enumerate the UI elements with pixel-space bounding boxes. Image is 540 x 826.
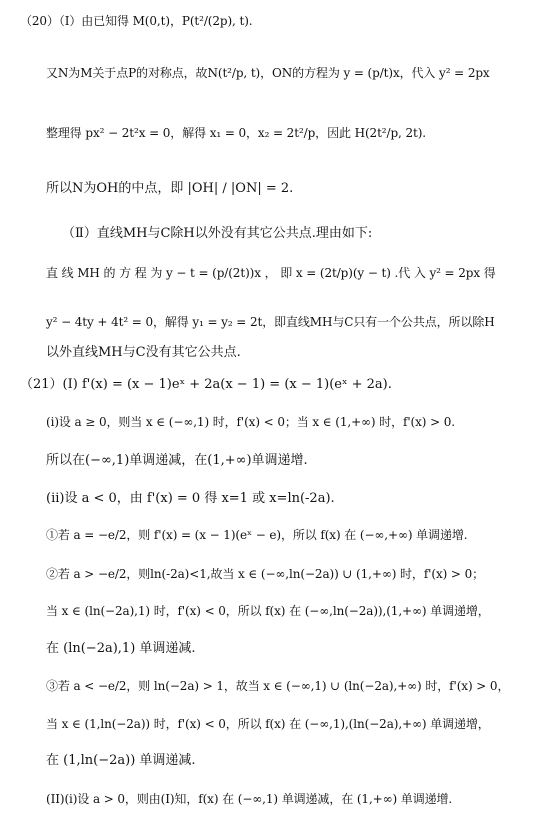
text-line: （21）(I) f'(x) = (x − 1)eˣ + 2a(x − 1) = (x − 1)(eˣ + 2a). <box>20 377 392 392</box>
text-line: 在 (ln(−2a),1) 单调递减. <box>46 641 196 656</box>
text-line: 整理得 px² − 2t²x = 0，解得 x₁ = 0，x₂ = 2t²/p，因此 H(2t²/p, 2t). <box>46 126 427 140</box>
text-line: (II)(i)设 a > 0，则由(I)知，f(x) 在 (−∞,1) 单调递减，在 (1,+∞) 单调递增. <box>46 792 453 806</box>
text-line: （20）（Ⅰ）由已知得 M(0,t)，P(t²/(2p), t). <box>20 14 253 28</box>
text-line: 当 x ∈ (1,ln(−2a)) 时，f'(x) < 0，所以 f(x) 在 (−∞,1),(ln(−2a),+∞) 单调递增， <box>46 717 490 731</box>
text-line: 所以N为OH的中点，即 |OH| / |ON| = 2. <box>46 181 294 196</box>
text-line: ③若 a < −e/2，则 ln(−2a) > 1，故当 x ∈ (−∞,1) ∪ (ln(−2a),+∞) 时，f'(x) > 0， <box>46 679 510 693</box>
text-line: (ii)设 a < 0，由 f'(x) = 0 得 x=1 或 x=ln(-2a). <box>46 491 335 506</box>
text-line: 直 线 MH 的 方 程 为 y − t = (p/(2t))x ， 即 x = (2t/p)(y − t) .代 入 y² = 2px 得 <box>46 266 496 280</box>
text-line: (i)设 a ≥ 0，则当 x ∈ (−∞,1) 时，f'(x) < 0；当 x ∈ (1,+∞) 时，f'(x) > 0. <box>46 415 456 429</box>
text-line: ①若 a = −e/2，则 f'(x) = (x − 1)(eˣ − e)，所以 f(x) 在 (−∞,+∞) 单调递增. <box>46 528 468 542</box>
text-line: （Ⅱ）直线MH与C除H以外没有其它公共点.理由如下: <box>62 226 373 241</box>
text-line: y² − 4ty + 4t² = 0，解得 y₁ = y₂ = 2t，即直线MH与C只有一个公共点，所以除H <box>46 315 495 329</box>
text-line: 当 x ∈ (ln(−2a),1) 时，f'(x) < 0，所以 f(x) 在 (−∞,ln(−2a)),(1,+∞) 单调递增， <box>46 604 490 618</box>
text-line: 以外直线MH与C没有其它公共点. <box>46 345 241 360</box>
text-line: 在 (1,ln(−2a)) 单调递减. <box>46 753 196 768</box>
text-line: 又N为M关于点P的对称点，故N(t²/p, t)，ON的方程为 y = (p/t)x，代入 y² = 2px <box>46 66 490 80</box>
text-line: 所以在(−∞,1)单调递减，在(1,+∞)单调递增. <box>46 453 308 468</box>
text-line: ②若 a > −e/2，则ln(-2a)<1,故当 x ∈ (−∞,ln(−2a)) ∪ (1,+∞) 时，f'(x) > 0； <box>46 567 485 581</box>
